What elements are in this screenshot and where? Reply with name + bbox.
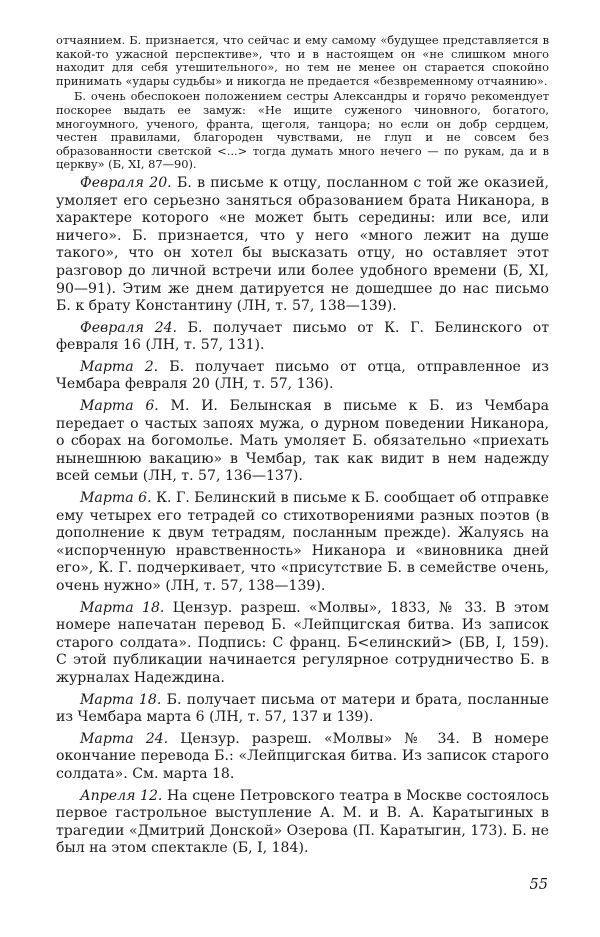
- entry-text: На сцене Петровского театра в Москве состоялось первое гастрольное выступление А. М. и В. А. Каратыгиных в трагедии «Дмитрий Донской» Озерова (П. Каратыгин, 173). Б. не был на этом спектакле (Б, I, 184).: [56, 787, 549, 857]
- chronicle-entry: [56, 731, 549, 784]
- chronicle-entry: [56, 359, 549, 394]
- chronicle-entry: [56, 320, 549, 355]
- entry-date: Марта 18.: [80, 599, 165, 616]
- entry-text: К. Г. Белинский в письме к Б. сообщает об отправке ему четырех его тетрадей со стихотворениями разных поэтов (в дополнение к двум тетрадям, посланным прежде). Жалуясь на «испорченную нравственность» Никанора и «виновника дней его», К. Г. подчеркивает, что «присутствие Б. в семействе очень, очень нужно» (ЛН, т. 57, 138—139).: [56, 490, 549, 594]
- entry-date: Марта 24.: [80, 730, 169, 747]
- chronicle-entry: [56, 398, 549, 486]
- page-number: 55: [529, 877, 548, 893]
- chronicle-entry: [56, 600, 549, 688]
- entry-text: Б. в письме к отцу, посланном с той же оказией, умоляет его серьезно заняться образованием брата Никанора, в характере которого «не может быть середины: или все, или ничего». Б. признается, что у него «много лежит на душе такого», что он хотел бы высказать отцу, но оставляет этот разговор до личной встречи или более удобного времени (Б, XI, 90—91). Этим же днем датируется не дошедшее до нас письмо Б. к брату Константину (ЛН, т. 57, 138—139).: [56, 174, 550, 315]
- entry-date: Февраля 24.: [80, 319, 178, 336]
- quote-paragraph: Б. очень обеспокоен положением сестры Александры и горячо рекомендует поскорее выдать ее замуж: «Не ищите суженого чиновного, богатого, многоумного, ученого, франта, щеголя, танцора; но если он добр сердцем, честен правилами, благороден чувствами, не глуп и не совсем без образованности светской <...> тогда думать много нечего — по рукам, да и в церкву» (Б, XI, 87—90).: [56, 89, 549, 172]
- entry-text: М. И. Белынская в письме к Б. из Чембара передает о частых запоях мужа, о дурном поведении Никанора, о сборах на богомолье. Мать умоляет Б. обязательно «приехать нынешнюю вакацию» в Чембар, так как видит в нем надежду всей семьи (ЛН, т. 57, 136—137).: [56, 398, 549, 485]
- chronicle-entry: [56, 175, 549, 316]
- entry-date: Марта 18.: [80, 691, 162, 708]
- chronicle-entry: [56, 788, 549, 858]
- entry-text: Б. получает письма от матери и брата, посланные из Чембара марта 6 (ЛН, т. 57, 137 и 139).: [56, 691, 549, 726]
- entry-date: Апреля 12.: [80, 787, 163, 804]
- entry-date: Марта 6.: [80, 490, 152, 507]
- entry-text: Цензур. разреш. «Молвы», 1833, № 33. В этом номере напечатан перевод Б. «Лейпцигская битва. Из записок старого солдата». Подпись: С франц. Б<елинский> (БВ, I, 159). С этой публикации начинается регулярное сотрудничество Б. в журналах Надеждина.: [56, 599, 549, 686]
- chronicle-entry: [56, 692, 549, 727]
- entry-text: Цензур. разреш. «Молвы» № 34. В номере окончание перевода Б.: «Лейпцигская битва. Из записок старого солдата». См. марта 18.: [56, 730, 549, 782]
- entry-date: Марта 6.: [80, 398, 159, 415]
- entry-date: Марта 2.: [80, 358, 159, 375]
- quote-paragraph: отчаянием. Б. признается, что сейчас и ему самому «будущее представляется в какой-то ужасной перспективе», что и в настоящем он «не слишком много находит для себя утешительного», но тем не менее он старается спокойно принимать «удары судьбы» и никогда не предается «безвременному отчаянию».: [56, 33, 549, 88]
- entry-text: Б. получает письмо от К. Г. Белинского от февраля 16 (ЛН, т. 57, 131).: [56, 319, 549, 354]
- entry-text: Б. получает письмо от отца, отправленное из Чембара февраля 20 (ЛН, т. 57, 136).: [56, 358, 549, 393]
- page-body: [56, 34, 549, 858]
- chronicle-entry: [56, 490, 549, 596]
- entry-date: Февраля 20.: [80, 174, 172, 191]
